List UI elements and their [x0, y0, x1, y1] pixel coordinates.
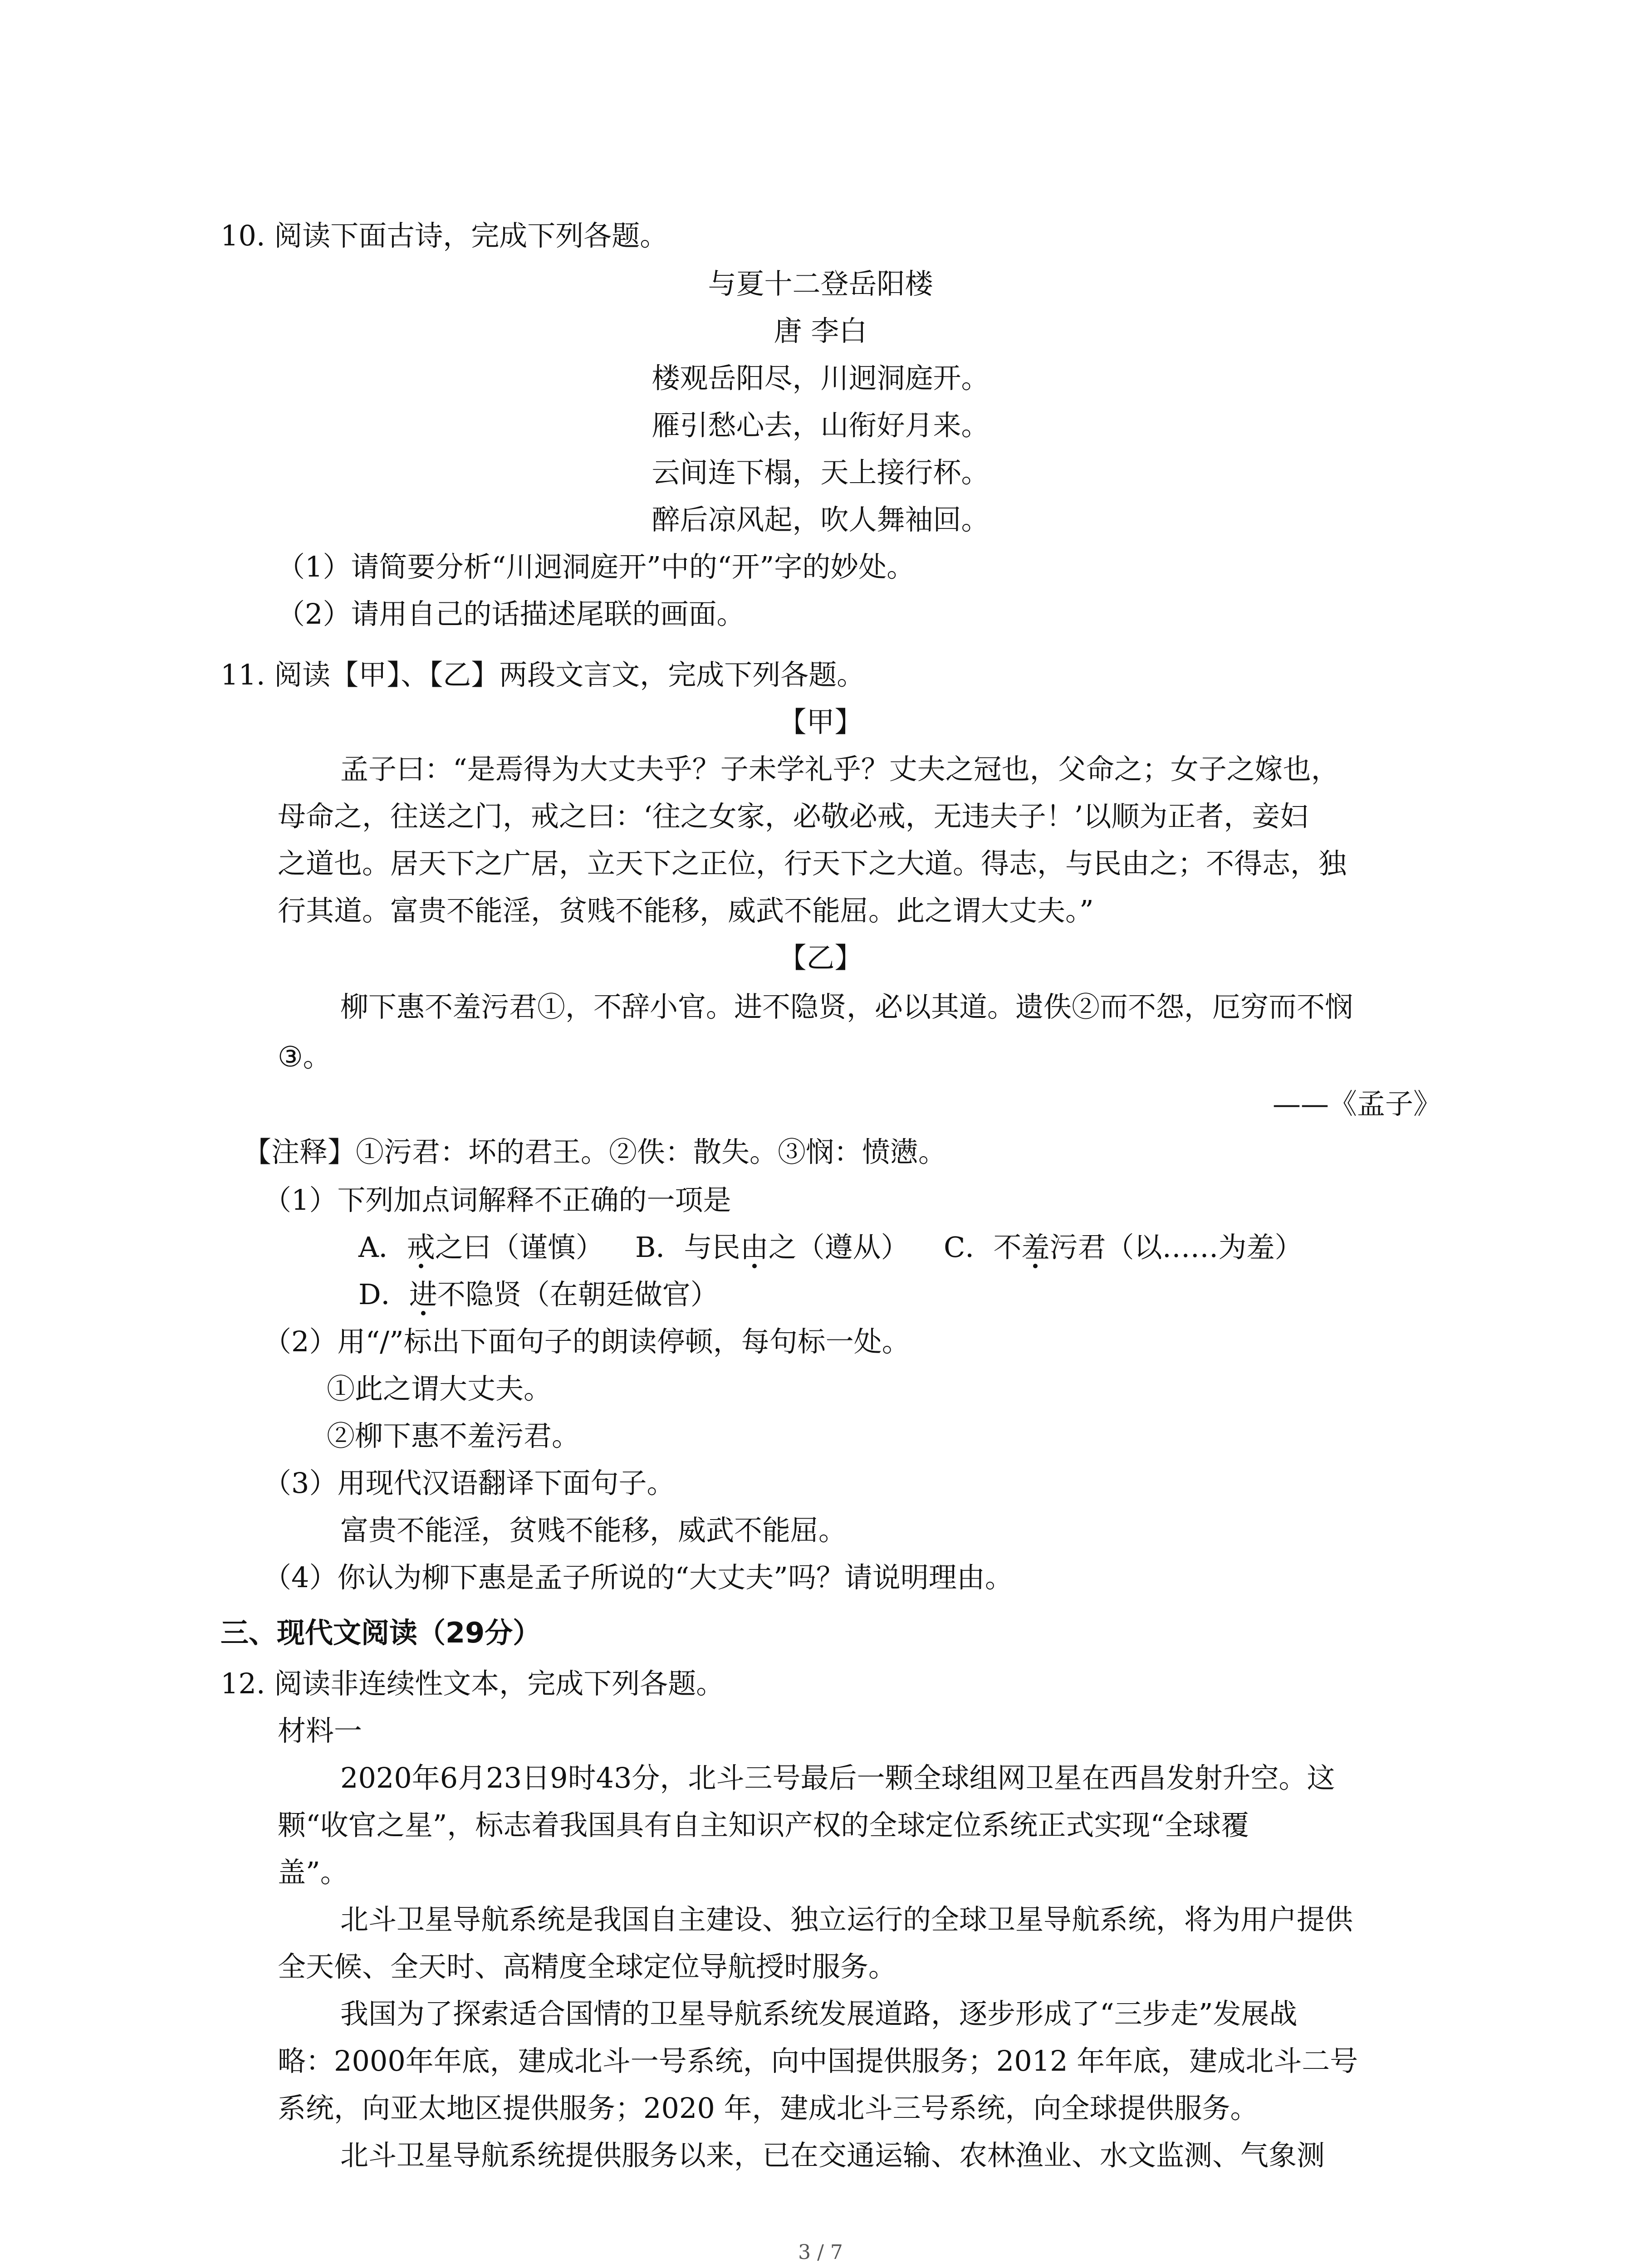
- poem-author: 唐 李白: [774, 314, 867, 347]
- q12-line-8: 系统，向亚太地区提供服务；2020 年，建成北斗三号系统，向全球提供服务。: [278, 2092, 1259, 2125]
- dotted-char-c: 羞: [1021, 1231, 1050, 1264]
- q10-prompt: 10. 阅读下面古诗，完成下列各题。: [220, 219, 668, 252]
- poem-line-4: 醉后凉风起，吹人舞袖回。: [652, 503, 989, 536]
- q12-line-5: 全天候、全天时、高精度全球定位导航授时服务。: [278, 1950, 897, 1983]
- option-b: B．与民由之（遵从）: [635, 1231, 909, 1264]
- option-a: A．戒之曰（谨慎）: [358, 1231, 604, 1264]
- q12-line-1: 2020年6月23日9时43分，北斗三号最后一颗全球组网卫星在西昌发射升空。这: [340, 1761, 1335, 1794]
- q11-sub3: （3）用现代汉语翻译下面句子。: [263, 1466, 675, 1500]
- q11-sub2: （2）用“/”标出下面句子的朗读停顿，每句标一处。: [263, 1325, 910, 1358]
- q12-line-7: 略：2000年年底，建成北斗一号系统，向中国提供服务；2012 年年底，建成北斗二号: [278, 2044, 1358, 2077]
- dotted-char-d: 进: [409, 1278, 437, 1311]
- q10-sub2: （2）请用自己的话描述尾联的画面。: [277, 597, 745, 631]
- q11-sub2-b: ②柳下惠不羞污君。: [327, 1419, 580, 1452]
- jia-line-1: 孟子曰：“是焉得为大丈夫乎？子未学礼乎？丈夫之冠也，父命之；女子之嫁也，: [340, 753, 1339, 786]
- jia-line-2: 母命之，往送之门，戒之曰：‘往之女家，必敬必戒，无违夫子！’以顺为正者，妾妇: [278, 800, 1308, 833]
- poem-line-3: 云间连下榻，天上接行杯。: [652, 456, 989, 489]
- q11-sub3-text: 富贵不能淫，贫贱不能移，威武不能屈。: [340, 1514, 847, 1547]
- jia-line-4: 行其道。富贵不能淫，贫贱不能移，威武不能屈。此之谓大丈夫。”: [278, 894, 1094, 927]
- q12-line-4: 北斗卫星导航系统是我国自主建设、独立运行的全球卫星导航系统，将为用户提供: [340, 1903, 1353, 1936]
- yi-line-1: 柳下惠不羞污君①，不辞小官。进不隐贤，必以其道。遗佚②而不怨，厄穷而不悯: [340, 990, 1353, 1023]
- q12-prompt: 12. 阅读非连续性文本，完成下列各题。: [220, 1667, 725, 1700]
- yi-line-2: ③。: [278, 1040, 331, 1073]
- annotation-notes: 【注释】①污君：坏的君王。②佚：散失。③悯：愤懑。: [243, 1135, 947, 1168]
- page-number: 3 / 7: [798, 2241, 843, 2264]
- q11-sub1: （1）下列加点词解释不正确的一项是: [263, 1183, 731, 1217]
- q12-line-9: 北斗卫星导航系统提供服务以来，已在交通运输、农林渔业、水文监测、气象测: [340, 2139, 1325, 2172]
- poem-line-2: 雁引愁心去，山衔好月来。: [652, 409, 989, 442]
- q12-line-3: 盖”。: [278, 1856, 348, 1889]
- q10-sub1: （1）请简要分析“川迥洞庭开”中的“开”字的妙处。: [277, 550, 915, 583]
- q11-sub4: （4）你认为柳下惠是孟子所说的“大丈夫”吗？请说明理由。: [263, 1561, 1013, 1594]
- poem-title: 与夏十二登岳阳楼: [708, 267, 933, 300]
- q12-line-6: 我国为了探索适合国情的卫星导航系统发展道路，逐步形成了“三步走”发展战: [340, 1997, 1298, 2030]
- yi-heading: 【乙】: [778, 941, 863, 974]
- option-d: D．进不隐贤（在朝廷做官）: [358, 1278, 719, 1311]
- section-title: 三、现代文阅读（29分）: [220, 1616, 541, 1649]
- poem-line-1: 楼观岳阳尽，川迥洞庭开。: [652, 362, 989, 395]
- jia-line-3: 之道也。居天下之广居，立天下之正位，行天下之大道。得志，与民由之；不得志，独: [278, 847, 1347, 880]
- dotted-char-a: 戒: [407, 1231, 435, 1264]
- q12-line-2: 颗“收官之星”，标志着我国具有自主知识产权的全球定位系统正式实现“全球覆: [278, 1809, 1249, 1842]
- q11-sub2-a: ①此之谓大丈夫。: [327, 1372, 552, 1405]
- dotted-char-b: 由: [740, 1231, 769, 1264]
- q11-prompt: 11. 阅读【甲】、【乙】两段文言文，完成下列各题。: [220, 658, 865, 691]
- jia-heading: 【甲】: [778, 705, 863, 738]
- source-citation: ——《孟子》: [1272, 1087, 1441, 1120]
- option-c: C．不羞污君（以……为羞）: [944, 1231, 1303, 1264]
- material-label: 材料一: [278, 1714, 362, 1747]
